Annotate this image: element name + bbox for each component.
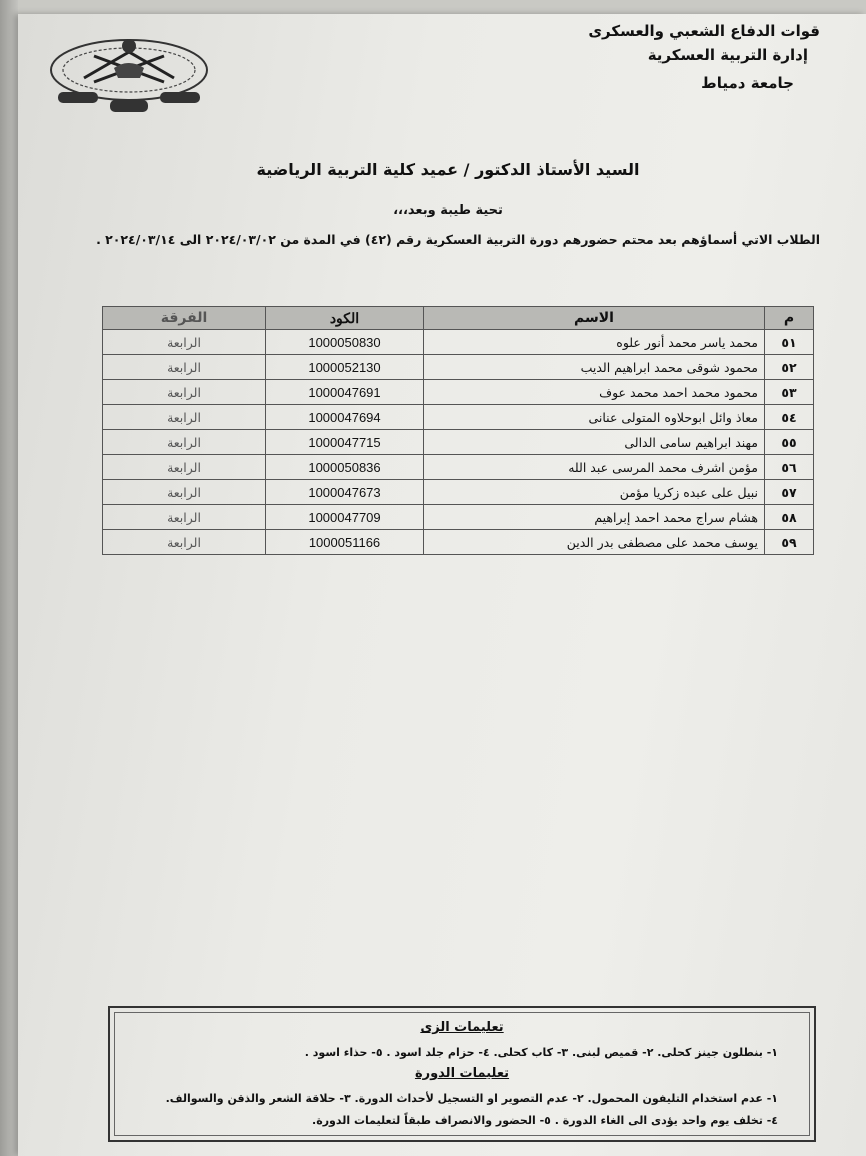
cell-number: ٥٦ bbox=[765, 455, 814, 480]
header-year: الفرقة bbox=[103, 307, 266, 330]
table-row bbox=[103, 430, 814, 455]
cell-number: ٥٧ bbox=[765, 480, 814, 505]
table-row bbox=[103, 355, 814, 380]
cell-name: معاذ وائل ابوحلاوه المتولى عنانى bbox=[424, 405, 765, 430]
cell-year: الرابعة bbox=[103, 330, 266, 355]
header-university: جامعة دمياط bbox=[701, 74, 794, 92]
cell-code: 1000051166 bbox=[266, 530, 424, 555]
cell-year: الرابعة bbox=[103, 380, 266, 405]
header-department: إدارة التربية العسكرية bbox=[647, 46, 808, 64]
table-row bbox=[103, 330, 814, 355]
cell-name: هشام سراج محمد احمد إبراهيم bbox=[424, 505, 765, 530]
cell-number: ٥٢ bbox=[765, 355, 814, 380]
cell-number: ٥٩ bbox=[765, 530, 814, 555]
cell-code: 1000047709 bbox=[266, 505, 424, 530]
cell-year: الرابعة bbox=[103, 505, 266, 530]
cell-number: ٥١ bbox=[765, 330, 814, 355]
header-code: الكود bbox=[266, 307, 424, 330]
cell-code: 1000047691 bbox=[266, 380, 424, 405]
course-instructions-title: تعليمات الدورة bbox=[414, 1066, 510, 1081]
cell-year: الرابعة bbox=[103, 480, 266, 505]
table-row bbox=[103, 405, 814, 430]
uniform-instructions-title: تعليمات الزى bbox=[420, 1020, 504, 1035]
header-forces: قوات الدفاع الشعبي والعسكرى bbox=[588, 22, 820, 40]
table-row bbox=[103, 455, 814, 480]
table-row bbox=[103, 505, 814, 530]
table-row bbox=[103, 530, 814, 555]
cell-name: نبيل على عبده زكريا مؤمن bbox=[424, 480, 765, 505]
cell-name: محمود محمد احمد محمد عوف bbox=[424, 380, 765, 405]
military-emblem-icon bbox=[44, 30, 214, 120]
cell-code: 1000047715 bbox=[266, 430, 424, 455]
cell-year: الرابعة bbox=[103, 430, 266, 455]
cell-code: 1000052130 bbox=[266, 355, 424, 380]
cell-year: الرابعة bbox=[103, 530, 266, 555]
cell-name: يوسف محمد على مصطفى بدر الدين bbox=[424, 530, 765, 555]
uniform-instructions-line: ١- بنطلون جينز كحلى. ٢- قميص لبنى. ٣- كاب كحلى. ٤- حزام جلد اسود . ٥- حذاء اسود . bbox=[304, 1046, 778, 1059]
intro-text: الطلاب الاتي أسماؤهم بعد محتم حضورهم دورة التربية العسكرية رقم (٤٢) في المدة من ٢٠٢٤/٠٣/٠٢ الى ٢٠٢٤/٠٣/١٤ . bbox=[96, 232, 820, 247]
course-instructions-line-1: ١- عدم استخدام التليفون المحمول. ٢- عدم التصوير او التسجيل لأحداث الدورة. ٣- حلاقة الشعر والذقن والسوالف. bbox=[165, 1092, 778, 1105]
cell-number: ٥٨ bbox=[765, 505, 814, 530]
cell-name: محمود شوقى محمد ابراهيم الديب bbox=[424, 355, 765, 380]
cell-year: الرابعة bbox=[103, 455, 266, 480]
cell-number: ٥٤ bbox=[765, 405, 814, 430]
students-table bbox=[102, 306, 814, 555]
cell-name: مهند ابراهيم سامى الدالى bbox=[424, 430, 765, 455]
cell-code: 1000050836 bbox=[266, 455, 424, 480]
cell-number: ٥٥ bbox=[765, 430, 814, 455]
cell-code: 1000050830 bbox=[266, 330, 424, 355]
cell-name: مؤمن اشرف محمد المرسى عبد الله bbox=[424, 455, 765, 480]
cell-code: 1000047673 bbox=[266, 480, 424, 505]
course-instructions-line-2: ٤- تخلف يوم واحد يؤدى الى الغاء الدورة . ٥- الحضور والانصراف طبقاً لتعليمات الدورة. bbox=[312, 1114, 778, 1127]
table-row bbox=[103, 380, 814, 405]
header-number: م bbox=[765, 307, 814, 330]
cell-name: محمد ياسر محمد أنور علوه bbox=[424, 330, 765, 355]
salutation: السيد الأستاذ الدكتور / عميد كلية التربية الرياضية bbox=[256, 160, 640, 179]
cell-number: ٥٣ bbox=[765, 380, 814, 405]
instructions-box bbox=[108, 1006, 816, 1142]
table-header-row bbox=[103, 307, 814, 330]
header-name: الاسم bbox=[424, 307, 765, 330]
cell-year: الرابعة bbox=[103, 405, 266, 430]
table-row bbox=[103, 480, 814, 505]
document-page bbox=[18, 14, 866, 1156]
cell-year: الرابعة bbox=[103, 355, 266, 380]
greeting: تحية طيبة وبعد،،، bbox=[393, 203, 503, 218]
cell-code: 1000047694 bbox=[266, 405, 424, 430]
